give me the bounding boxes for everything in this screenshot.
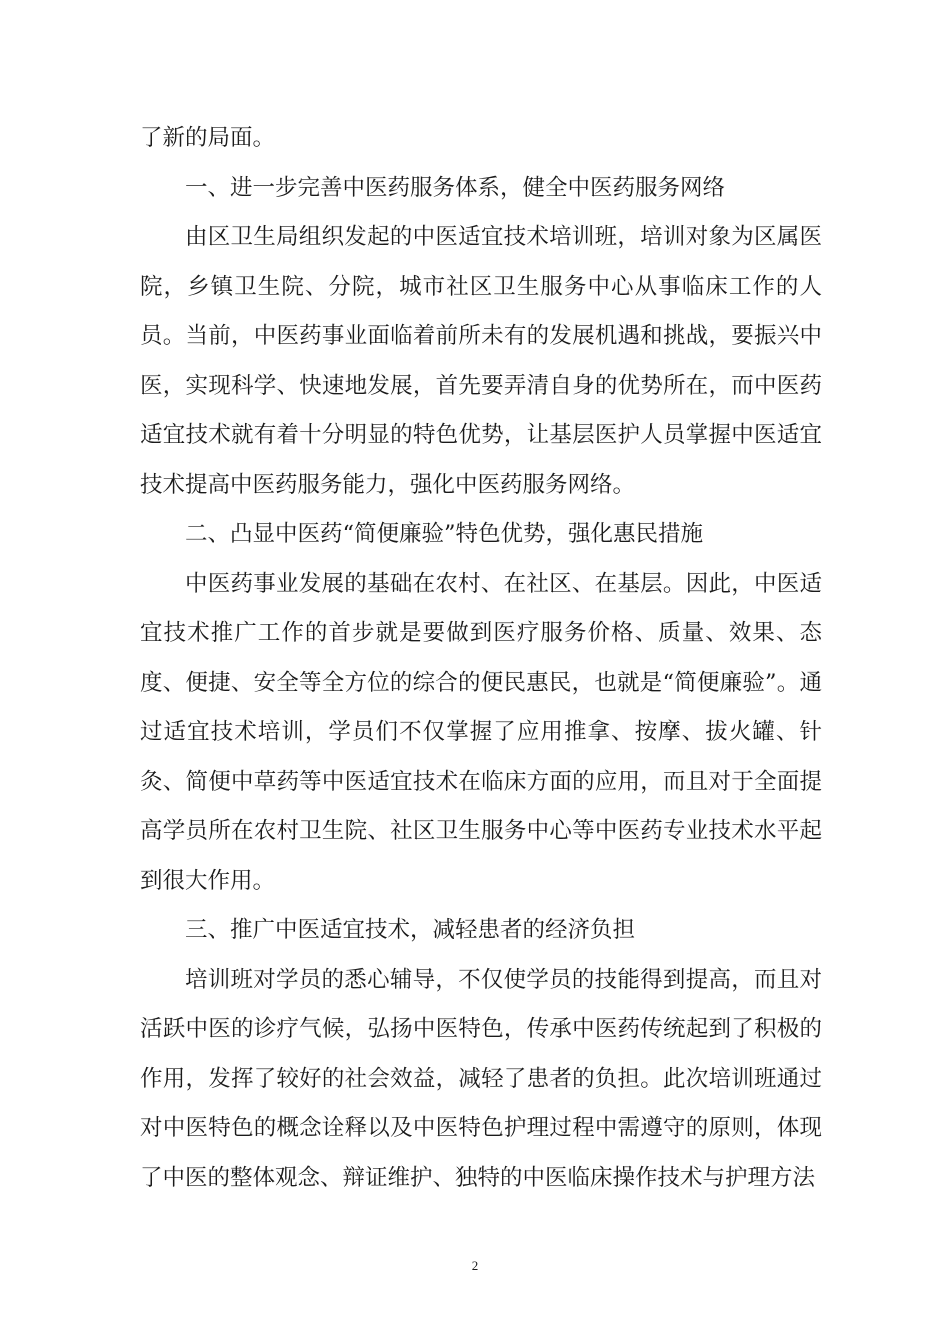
- section-heading-2: 二、凸显中医药“简便廉验”特色优势，强化惠民措施: [185, 521, 704, 547]
- document-body: [140, 114, 822, 1203]
- section-heading-1: 一、进一步完善中医药服务体系，健全中医药服务网络: [185, 174, 726, 201]
- page-number: 2: [471, 1258, 479, 1273]
- paragraph-continuation: 了新的局面。: [140, 125, 276, 151]
- paragraph-section-2: 中医药事业发展的基础在农村、在社区、在基层。因此，中医适宜技术推广工作的首步就是要做到医疗服务价格、质量、效果、态度、便捷、安全等全方位的综合的便民惠民，也就是“简便廉验”。通过适宜技术培训，学员们不仅掌握了应用推拿、按摩、拔火罐、针灸、简便中草药等中医适宜技术在临床方面的应用，而且对于全面提高学员所在农村卫生院、社区卫生服务中心等中医药专业技术水平起到很大作用。: [140, 570, 822, 894]
- paragraph-section-3: 培训班对学员的悉心辅导，不仅使学员的技能得到提高，而且对活跃中医的诊疗气候，弘扬中医特色，传承中医药传统起到了积极的作用，发挥了较好的社会效益，减轻了患者的负担。此次培训班通过对中医特色的概念诠释以及中医特色护理过程中需遵守的原则，体现了中医的整体观念、辩证维护、独特的中医临床操作技术与护理方法: [140, 966, 822, 1191]
- paragraph-section-1: 由区卫生局组织发起的中医适宜技术培训班，培训对象为区属医院，乡镇卫生院、分院，城市社区卫生服务中心从事临床工作的人员。当前，中医药事业面临着前所未有的发展机遇和挑战，要振兴中医，实现科学、快速地发展，首先要弄清自身的优势所在，而中医药适宜技术就有着十分明显的特色优势，让基层医护人员掌握中医适宜技术提高中医药服务能力，强化中医药服务网络。: [140, 224, 822, 498]
- section-heading-3: 三、推广中医适宜技术，减轻患者的经济负担: [185, 917, 636, 943]
